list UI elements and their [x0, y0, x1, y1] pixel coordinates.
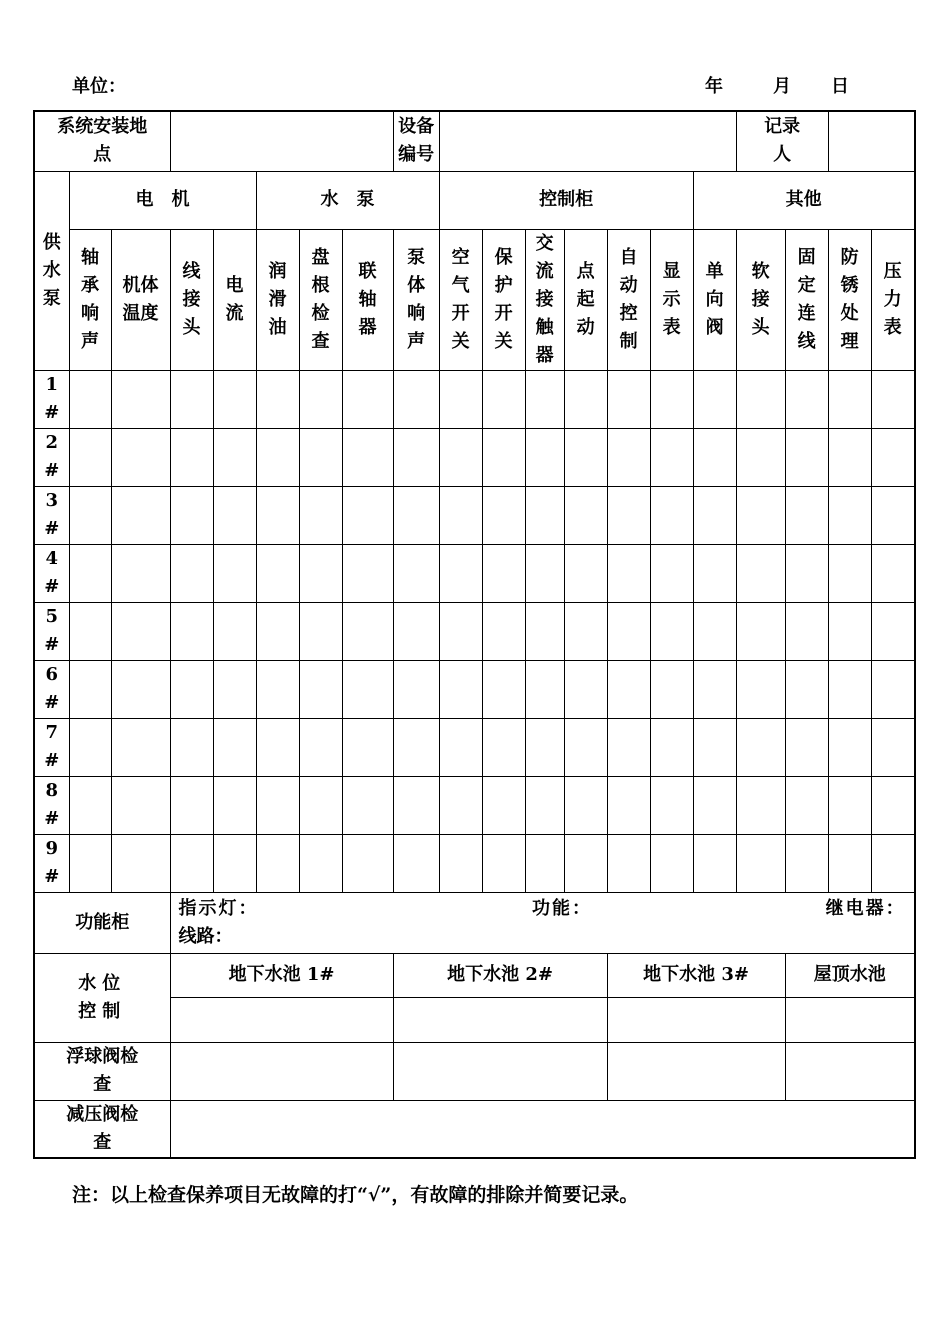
maintenance-record-table [33, 110, 916, 1159]
check-cell[interactable] [785, 428, 828, 486]
check-cell[interactable] [213, 834, 256, 892]
check-cell[interactable] [607, 428, 650, 486]
check-cell[interactable] [828, 660, 871, 718]
float-valve-pool-3[interactable] [607, 1042, 785, 1100]
check-cell[interactable] [736, 660, 785, 718]
col-header [607, 229, 650, 370]
check-cell[interactable] [256, 718, 299, 776]
check-cell[interactable] [256, 486, 299, 544]
check-cell[interactable] [693, 718, 736, 776]
supply-pump-label: 供水泵 [42, 231, 61, 309]
check-cell[interactable] [393, 486, 439, 544]
check-cell[interactable] [482, 428, 525, 486]
col-header [393, 229, 439, 370]
col-rust-proof: 防锈处理 [840, 246, 859, 352]
pump-row-label: 2# [44, 432, 60, 481]
check-cell[interactable] [828, 428, 871, 486]
check-cell[interactable] [871, 486, 914, 544]
check-cell[interactable] [607, 718, 650, 776]
col-coupling: 联轴器 [358, 260, 377, 338]
roof-pool-header: 屋顶水池 [785, 953, 915, 997]
check-cell[interactable] [393, 834, 439, 892]
check-cell[interactable] [482, 602, 525, 660]
check-cell[interactable] [785, 776, 828, 834]
pump-row-label-cell [34, 602, 69, 660]
check-cell[interactable] [170, 486, 213, 544]
check-cell[interactable] [736, 370, 785, 428]
check-cell[interactable] [871, 544, 914, 602]
col-body-temp: 机体温度 [122, 274, 159, 324]
check-cell[interactable] [69, 544, 111, 602]
check-cell[interactable] [871, 834, 914, 892]
check-cell[interactable] [650, 776, 693, 834]
recorder-value-cell[interactable] [828, 111, 914, 171]
check-cell[interactable] [213, 428, 256, 486]
check-cell[interactable] [736, 602, 785, 660]
pump-row-label-cell [34, 370, 69, 428]
indicator-label: 指示灯： [178, 897, 259, 919]
check-cell[interactable] [111, 776, 170, 834]
check-cell[interactable] [785, 370, 828, 428]
check-cell[interactable] [650, 834, 693, 892]
water-level-label-cell [34, 953, 170, 1042]
check-cell[interactable] [256, 776, 299, 834]
pump-row-label: 3# [44, 490, 60, 539]
check-cell[interactable] [393, 602, 439, 660]
check-cell[interactable] [564, 660, 607, 718]
pump-row [34, 834, 915, 892]
check-cell[interactable] [256, 544, 299, 602]
pump-row-label: 4# [44, 548, 60, 597]
check-cell[interactable] [607, 370, 650, 428]
check-cell[interactable] [828, 718, 871, 776]
check-cell[interactable] [213, 602, 256, 660]
pool-2-header: 地下水池 2# [393, 953, 607, 997]
check-cell[interactable] [828, 602, 871, 660]
check-cell[interactable] [564, 834, 607, 892]
check-cell[interactable] [342, 776, 393, 834]
check-cell[interactable] [736, 486, 785, 544]
unit-label: 单位： [72, 76, 126, 97]
check-cell[interactable] [785, 834, 828, 892]
check-cell[interactable] [650, 718, 693, 776]
check-cell[interactable] [393, 428, 439, 486]
pump-row-label-cell [34, 776, 69, 834]
check-cell[interactable] [69, 370, 111, 428]
location-label: 系统安装地点 [57, 116, 148, 166]
check-cell[interactable] [439, 486, 482, 544]
device-no-label: 设备编号 [398, 116, 435, 166]
pump-row-label-cell [34, 428, 69, 486]
pump-row [34, 544, 915, 602]
check-cell[interactable] [482, 544, 525, 602]
check-cell[interactable] [439, 370, 482, 428]
pool-1-header: 地下水池 1# [170, 953, 393, 997]
check-cell[interactable] [871, 660, 914, 718]
check-cell[interactable] [393, 776, 439, 834]
water-level-label: 水位控制 [78, 972, 127, 1022]
check-cell[interactable] [525, 370, 564, 428]
motor-group-header: 电 机 [69, 171, 256, 229]
col-header [871, 229, 914, 370]
check-cell[interactable] [785, 718, 828, 776]
pump-row [34, 776, 915, 834]
check-cell[interactable] [525, 660, 564, 718]
check-cell[interactable] [299, 544, 342, 602]
check-cell[interactable] [650, 544, 693, 602]
check-cell[interactable] [525, 776, 564, 834]
check-cell[interactable] [299, 370, 342, 428]
pump-group-header: 水 泵 [256, 171, 439, 229]
pump-row-label: 9# [44, 838, 60, 887]
check-cell[interactable] [785, 660, 828, 718]
float-valve-label: 浮球阀检查 [66, 1046, 139, 1095]
check-cell[interactable] [564, 428, 607, 486]
col-header [256, 229, 299, 370]
check-cell[interactable] [693, 486, 736, 544]
col-header [111, 229, 170, 370]
check-cell[interactable] [213, 660, 256, 718]
supply-pump-header [34, 171, 69, 370]
check-cell[interactable] [564, 370, 607, 428]
check-cell[interactable] [256, 370, 299, 428]
check-cell[interactable] [693, 602, 736, 660]
col-header [650, 229, 693, 370]
check-cell[interactable] [299, 718, 342, 776]
pump-row-label-cell [34, 544, 69, 602]
check-cell[interactable] [693, 660, 736, 718]
function-label: 功能： [532, 897, 593, 919]
float-valve-label-cell [34, 1042, 170, 1100]
check-cell[interactable] [299, 486, 342, 544]
control-cabinet-group-header: 控制柜 [439, 171, 693, 229]
check-cell[interactable] [607, 834, 650, 892]
pressure-valve-label-cell [34, 1100, 170, 1158]
check-cell[interactable] [693, 428, 736, 486]
check-cell[interactable] [828, 370, 871, 428]
pool-2-water-level[interactable] [393, 997, 607, 1042]
check-cell[interactable] [439, 602, 482, 660]
check-cell[interactable] [393, 370, 439, 428]
col-header [736, 229, 785, 370]
location-value-cell[interactable] [170, 111, 393, 171]
year-label: 年 [705, 76, 723, 97]
col-current: 电流 [225, 274, 244, 324]
check-cell[interactable] [111, 370, 170, 428]
check-cell[interactable] [650, 486, 693, 544]
check-cell[interactable] [213, 486, 256, 544]
col-protect-switch: 保护开关 [494, 246, 513, 352]
col-header [564, 229, 607, 370]
check-cell[interactable] [693, 776, 736, 834]
col-packing-check: 盘根检查 [311, 246, 330, 352]
check-cell[interactable] [564, 602, 607, 660]
check-cell[interactable] [650, 660, 693, 718]
col-fixed-wiring: 固定连线 [797, 246, 816, 352]
check-cell[interactable] [111, 834, 170, 892]
footnote: 注：以上检查保养项目无故障的打“√”，有故障的排除并简要记录。 [72, 1184, 639, 1206]
check-cell[interactable] [439, 428, 482, 486]
check-cell[interactable] [525, 428, 564, 486]
check-cell[interactable] [439, 776, 482, 834]
check-cell[interactable] [785, 602, 828, 660]
check-cell[interactable] [393, 718, 439, 776]
check-cell[interactable] [828, 544, 871, 602]
col-header [342, 229, 393, 370]
col-auto-control: 自动控制 [619, 246, 638, 352]
pump-row-label: 7# [44, 722, 60, 771]
check-cell[interactable] [393, 660, 439, 718]
check-cell[interactable] [607, 660, 650, 718]
col-air-switch: 空气开关 [451, 246, 470, 352]
pool-3-water-level[interactable] [607, 997, 785, 1042]
check-cell[interactable] [482, 834, 525, 892]
check-cell[interactable] [342, 834, 393, 892]
check-cell[interactable] [564, 544, 607, 602]
pump-row-label-cell [34, 486, 69, 544]
check-cell[interactable] [439, 834, 482, 892]
function-cabinet-cell[interactable] [170, 892, 914, 953]
check-cell[interactable] [871, 718, 914, 776]
check-cell[interactable] [299, 602, 342, 660]
col-display-meter: 显示表 [662, 260, 681, 338]
check-cell[interactable] [439, 660, 482, 718]
check-cell[interactable] [693, 370, 736, 428]
col-header [482, 229, 525, 370]
check-cell[interactable] [564, 776, 607, 834]
pump-row [34, 602, 915, 660]
check-cell[interactable] [342, 660, 393, 718]
check-cell[interactable] [828, 834, 871, 892]
pump-row-label: 1# [44, 374, 60, 423]
col-pump-noise: 泵体响声 [407, 246, 426, 352]
check-cell[interactable] [170, 544, 213, 602]
check-cell[interactable] [69, 660, 111, 718]
check-cell[interactable] [170, 776, 213, 834]
check-cell[interactable] [170, 834, 213, 892]
check-cell[interactable] [871, 776, 914, 834]
check-cell[interactable] [342, 428, 393, 486]
device-no-value-cell[interactable] [439, 111, 736, 171]
col-lube-oil: 润滑油 [268, 260, 287, 338]
check-cell[interactable] [111, 486, 170, 544]
check-cell[interactable] [828, 776, 871, 834]
check-cell[interactable] [828, 486, 871, 544]
check-cell[interactable] [256, 834, 299, 892]
pump-row-label-cell [34, 718, 69, 776]
col-header [170, 229, 213, 370]
col-header [439, 229, 482, 370]
check-cell[interactable] [439, 544, 482, 602]
check-cell[interactable] [111, 428, 170, 486]
pressure-valve-value[interactable] [170, 1100, 914, 1158]
check-cell[interactable] [299, 660, 342, 718]
check-cell[interactable] [111, 718, 170, 776]
check-cell[interactable] [170, 660, 213, 718]
check-cell[interactable] [299, 834, 342, 892]
check-cell[interactable] [525, 486, 564, 544]
check-cell[interactable] [299, 428, 342, 486]
check-cell[interactable] [342, 486, 393, 544]
month-label: 月 [773, 76, 791, 97]
float-valve-roof[interactable] [785, 1042, 915, 1100]
float-valve-pool-2[interactable] [393, 1042, 607, 1100]
check-cell[interactable] [607, 776, 650, 834]
check-cell[interactable] [650, 370, 693, 428]
roof-pool-water-level[interactable] [785, 997, 915, 1042]
check-cell[interactable] [342, 370, 393, 428]
col-header [69, 229, 111, 370]
location-label-cell [34, 111, 170, 171]
check-cell[interactable] [785, 486, 828, 544]
check-cell[interactable] [111, 602, 170, 660]
check-cell[interactable] [439, 718, 482, 776]
pump-row-label-cell [34, 834, 69, 892]
circuit-label: 线路： [178, 925, 233, 947]
check-cell[interactable] [525, 834, 564, 892]
check-cell[interactable] [871, 602, 914, 660]
check-cell[interactable] [482, 660, 525, 718]
check-cell[interactable] [525, 718, 564, 776]
col-header [213, 229, 256, 370]
check-cell[interactable] [213, 370, 256, 428]
check-cell[interactable] [256, 660, 299, 718]
pump-row [34, 718, 915, 776]
col-header [828, 229, 871, 370]
check-cell[interactable] [736, 428, 785, 486]
check-cell[interactable] [170, 718, 213, 776]
col-wire-joint: 线接头 [182, 260, 201, 338]
check-cell[interactable] [736, 544, 785, 602]
check-cell[interactable] [482, 370, 525, 428]
check-cell[interactable] [213, 544, 256, 602]
col-bearing-noise: 轴承响声 [81, 246, 99, 352]
check-cell[interactable] [393, 544, 439, 602]
col-ac-contactor: 交流接触器 [535, 232, 554, 366]
col-manual-start: 点起动 [576, 260, 595, 338]
check-cell[interactable] [69, 834, 111, 892]
check-cell[interactable] [111, 660, 170, 718]
check-cell[interactable] [69, 776, 111, 834]
col-pressure-gauge: 压力表 [883, 260, 902, 338]
check-cell[interactable] [607, 602, 650, 660]
check-cell[interactable] [213, 776, 256, 834]
check-cell[interactable] [342, 602, 393, 660]
check-cell[interactable] [69, 486, 111, 544]
function-cabinet-label: 功能柜 [34, 892, 170, 953]
pool-3-header: 地下水池 3# [607, 953, 785, 997]
col-header [525, 229, 564, 370]
col-header [785, 229, 828, 370]
check-cell[interactable] [736, 718, 785, 776]
other-group-header: 其他 [693, 171, 914, 229]
check-cell[interactable] [525, 544, 564, 602]
check-cell[interactable] [525, 602, 564, 660]
check-cell[interactable] [69, 428, 111, 486]
recorder-label: 记录人 [764, 116, 801, 166]
check-cell[interactable] [650, 602, 693, 660]
check-cell[interactable] [871, 370, 914, 428]
check-cell[interactable] [111, 544, 170, 602]
check-cell[interactable] [213, 718, 256, 776]
pump-row-label: 6# [44, 664, 60, 713]
check-cell[interactable] [564, 718, 607, 776]
pump-row [34, 428, 915, 486]
check-cell[interactable] [69, 718, 111, 776]
check-cell[interactable] [256, 428, 299, 486]
check-cell[interactable] [256, 602, 299, 660]
relay-label: 继电器： [825, 897, 906, 919]
check-cell[interactable] [607, 544, 650, 602]
check-cell[interactable] [170, 428, 213, 486]
check-cell[interactable] [564, 486, 607, 544]
check-cell[interactable] [693, 544, 736, 602]
check-cell[interactable] [693, 834, 736, 892]
pump-row [34, 370, 915, 428]
device-no-label-cell [393, 111, 439, 171]
pressure-valve-label: 减压阀检查 [66, 1103, 139, 1153]
pump-row-label: 8# [44, 780, 60, 829]
check-cell[interactable] [170, 370, 213, 428]
col-soft-joint: 软接头 [751, 260, 770, 338]
day-label: 日 [831, 76, 849, 97]
col-header [299, 229, 342, 370]
check-cell[interactable] [342, 718, 393, 776]
pump-row [34, 486, 915, 544]
pool-1-water-level[interactable] [170, 997, 393, 1042]
pump-row-label: 5# [44, 606, 60, 655]
col-header [693, 229, 736, 370]
check-cell[interactable] [170, 602, 213, 660]
check-cell[interactable] [299, 776, 342, 834]
check-cell[interactable] [871, 428, 914, 486]
check-cell[interactable] [342, 544, 393, 602]
check-cell[interactable] [607, 486, 650, 544]
float-valve-pool-1[interactable] [170, 1042, 393, 1100]
check-cell[interactable] [482, 486, 525, 544]
check-cell[interactable] [482, 718, 525, 776]
pump-row [34, 660, 915, 718]
check-cell[interactable] [650, 428, 693, 486]
check-cell[interactable] [482, 776, 525, 834]
check-cell[interactable] [736, 834, 785, 892]
check-cell[interactable] [69, 602, 111, 660]
check-cell[interactable] [785, 544, 828, 602]
recorder-label-cell [736, 111, 828, 171]
check-cell[interactable] [736, 776, 785, 834]
col-check-valve: 单向阀 [705, 260, 724, 338]
pump-row-label-cell [34, 660, 69, 718]
